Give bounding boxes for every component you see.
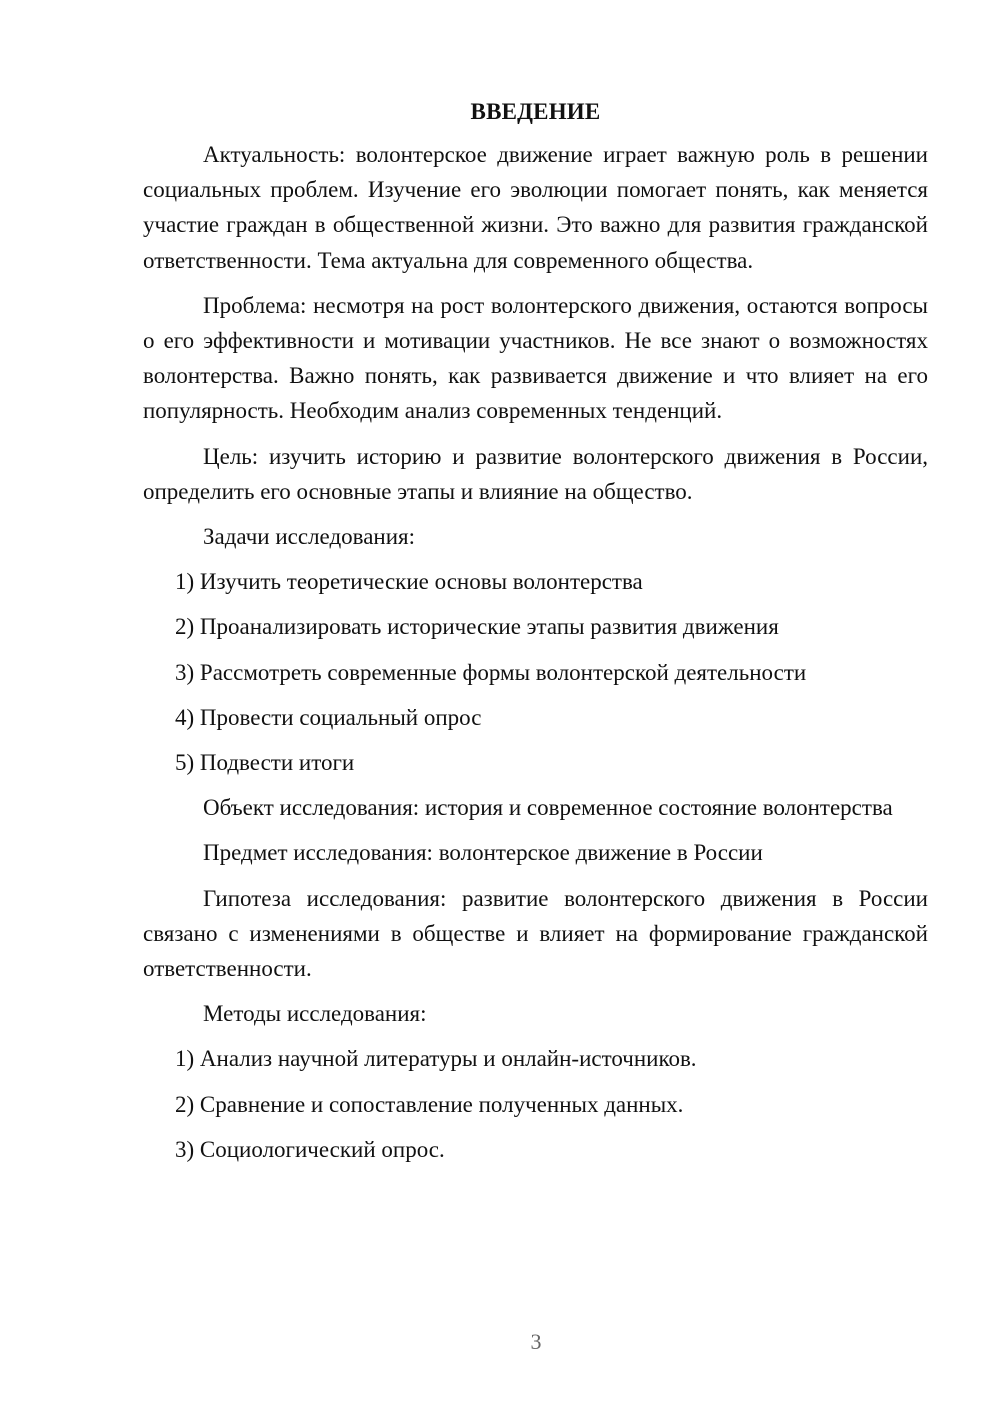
section-title: ВВЕДЕНИЕ [470,99,601,124]
paragraph-relevance: Актуальность: волонтерское движение играет важную роль в решении социальных проблем. Изучение его эволюции помогает понять, как меняется участие граждан в общественной жизни. Это важно для развития гражданской ответственности. Тема актуальна для современного общества. [143,142,928,273]
page-number: 3 [530,1329,542,1354]
task-item-2: 2) Проанализировать исторические этапы развития движения [175,614,779,640]
task-item-4: 4) Провести социальный опрос [175,704,482,730]
paragraph-goal: Цель: изучить историю и развитие волонтерского движения в России, определить его основные этапы и влияние на общество. [143,443,928,504]
method-item-3: 3) Социологический опрос. [175,1136,445,1162]
paragraph-problem: Проблема: несмотря на рост волонтерского движения, остаются вопросы о его эффективности и мотивации участников. Не все знают о возможностях волонтерства. Важно понять, как развивается движение и что влияет на его популярность. Необходим анализ современных тенденций. [143,292,928,424]
paragraph-subject: Предмет исследования: волонтерское движение в России [203,840,763,866]
paragraph-hypothesis: Гипотеза исследования: развитие волонтерского движения в России связано с изменениями в обществе и влияет на формирование гражданской ответственности. [143,885,928,982]
paragraph-object: Объект исследования: история и современное состояние волонтерства [203,795,893,821]
method-item-2: 2) Сравнение и сопоставление полученных данных. [175,1091,684,1117]
method-item-1: 1) Анализ научной литературы и онлайн-источников. [175,1046,697,1072]
task-item-3: 3) Рассмотреть современные формы волонтерской деятельности [175,659,807,685]
methods-heading: Методы исследования: [203,1001,427,1027]
task-item-1: 1) Изучить теоретические основы волонтерства [175,569,643,595]
task-item-5: 5) Подвести итоги [175,750,355,776]
document-page [143,94,928,1177]
tasks-heading: Задачи исследования: [203,524,416,550]
